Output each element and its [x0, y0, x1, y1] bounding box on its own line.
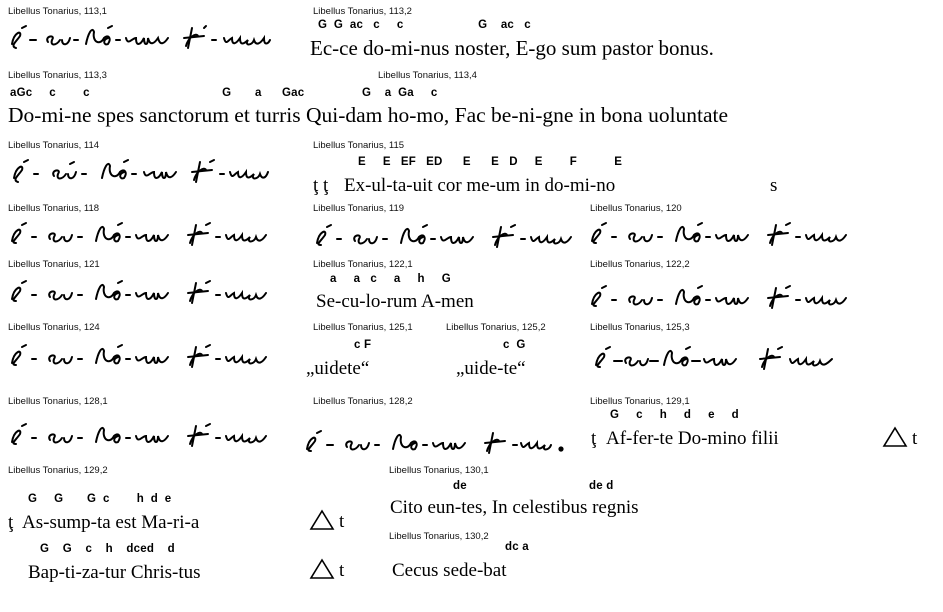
neume-letters: de de d — [453, 480, 614, 492]
chant-text: Bap-ti-za-tur Chris-tus — [28, 562, 201, 583]
handwritten-excerpt — [592, 343, 842, 371]
chant-prefix: ţ — [8, 512, 14, 533]
chant-text: As-sump-ta est Ma-ri-a — [22, 512, 200, 533]
triangle-icon — [309, 509, 335, 531]
neume-letters: a a c a h G — [330, 273, 451, 285]
neume-letters: dc a — [505, 541, 529, 553]
ms-label: Libellus Tonarius, 113,3 — [8, 70, 107, 81]
ms-label: Libellus Tonarius, 121 — [8, 259, 100, 270]
handwritten-excerpt — [313, 221, 575, 249]
handwritten-excerpt — [303, 425, 575, 455]
ms-label: Libellus Tonarius, 125,2 — [446, 322, 546, 333]
ms-label: Libellus Tonarius, 128,1 — [8, 396, 108, 407]
ms-label: Libellus Tonarius, 122,2 — [590, 259, 690, 270]
neume-letters: E E EF ED E E D E F E — [358, 156, 623, 168]
chant-text: Ex-ul-ta-uit cor me-um in do-mi-no — [344, 175, 616, 196]
chant-text: „uidete“ — [306, 358, 370, 379]
ms-label: Libellus Tonarius, 128,2 — [313, 396, 413, 407]
ms-label: Libellus Tonarius, 130,1 — [389, 465, 489, 476]
chant-text: „uide-te“ — [456, 358, 526, 379]
chant-text: Ec-ce do-mi-nus noster, E-go sum pastor bonus. — [310, 36, 714, 60]
chant-text: Do-mi-ne spes sanctorum et turris Qui-dam ho-mo, Fac be-ni-gne in bona uoluntate — [8, 103, 729, 127]
delta-t-mark: t — [339, 560, 345, 581]
ms-label: Libellus Tonarius, 113,1 — [8, 6, 107, 17]
ms-label: Libellus Tonarius, 125,3 — [590, 322, 690, 333]
ms-label: Libellus Tonarius, 113,4 — [378, 70, 477, 81]
chant-text: Af-fer-te Do-mino filii — [606, 428, 779, 449]
ms-label: Libellus Tonarius, 118 — [8, 203, 100, 214]
chant-text: Cito eun-tes, In celestibus regnis — [390, 497, 639, 518]
ms-label: Libellus Tonarius, 130,2 — [389, 531, 489, 542]
neume-letters: G G ac c c G ac c — [318, 19, 531, 31]
neume-letters: G G G c h d e — [28, 493, 172, 505]
triangle-icon — [882, 426, 908, 448]
ms-label: Libellus Tonarius, 129,2 — [8, 465, 108, 476]
handwritten-excerpt — [8, 156, 273, 186]
neume-letters: c F — [354, 339, 372, 351]
neume-letters: aGc c c G a Gac G a Ga c — [10, 87, 438, 99]
ms-label: Libellus Tonarius, 124 — [8, 322, 100, 333]
delta-t-mark: t — [339, 511, 345, 532]
ms-label: Libellus Tonarius, 115 — [313, 140, 405, 151]
chant-suffix: s — [770, 175, 778, 196]
ms-label: Libellus Tonarius, 125,1 — [313, 322, 413, 333]
chant-text: Se-cu-lo-rum A-men — [316, 291, 474, 312]
ms-label: Libellus Tonarius, 119 — [313, 203, 405, 214]
ms-label: Libellus Tonarius, 122,1 — [313, 259, 413, 270]
handwritten-excerpt — [8, 341, 270, 369]
chant-text: Cecus sede-bat — [392, 560, 507, 581]
delta-t-mark: t — [912, 428, 918, 449]
neume-letters: G c h d e d — [610, 409, 739, 421]
ms-label: Libellus Tonarius, 114 — [8, 140, 100, 151]
ms-label: Libellus Tonarius, 129,1 — [590, 396, 690, 407]
handwritten-excerpt — [588, 219, 850, 247]
ms-label: Libellus Tonarius, 120 — [590, 203, 682, 214]
handwritten-excerpt — [8, 24, 273, 52]
chant-prefix: ţ — [591, 428, 597, 449]
triangle-icon — [309, 558, 335, 580]
chant-prefix: ţ ţ — [313, 175, 329, 196]
neume-letters: c G — [503, 339, 526, 351]
neume-letters: G G c h dced d — [40, 543, 175, 555]
handwritten-excerpt — [588, 282, 850, 310]
handwritten-excerpt — [8, 420, 270, 448]
ms-label: Libellus Tonarius, 113,2 — [313, 6, 412, 17]
handwritten-excerpt — [8, 219, 270, 247]
handwritten-excerpt — [8, 277, 270, 305]
